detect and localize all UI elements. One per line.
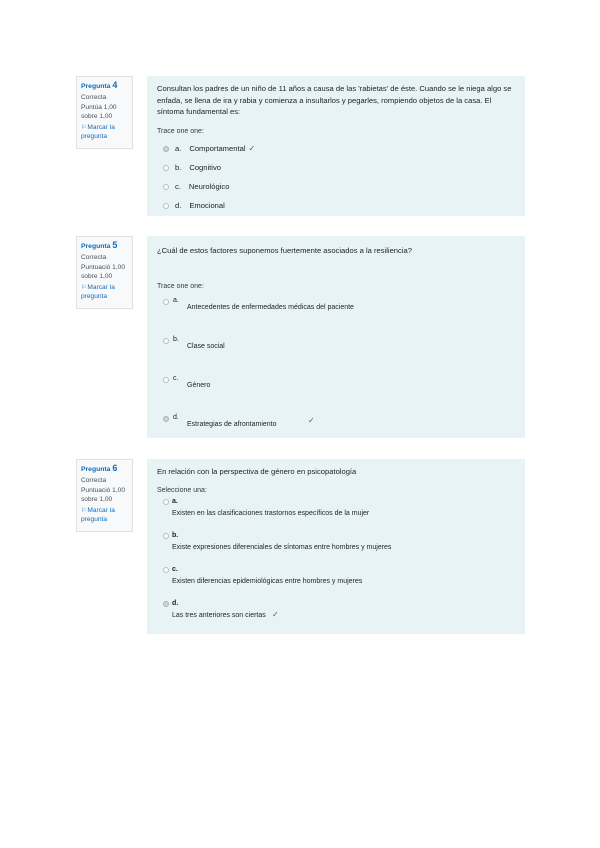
question-content-6: [147, 459, 525, 634]
radio-button[interactable]: [163, 416, 169, 422]
flag-icon: ⚐: [81, 125, 87, 132]
radio-button[interactable]: [163, 165, 169, 171]
question-state: Correcta: [81, 253, 107, 261]
flag-icon: ⚐: [81, 285, 87, 292]
answer-option-c[interactable]: c. Género: [157, 372, 515, 411]
answer-prompt: Trace one one:: [157, 282, 204, 290]
radio-button[interactable]: [163, 567, 169, 573]
flag-question-link[interactable]: ⚐Marcar la pregunta: [81, 124, 115, 140]
question-info-4: [76, 76, 133, 149]
answer-option-a[interactable]: a. Antecedentes de enfermedades médicas del paciente: [157, 294, 515, 333]
radio-button[interactable]: [163, 533, 169, 539]
question-info-6: [76, 459, 133, 532]
question-text: Consultan los padres de un niño de 11 años a causa de las 'rabietas' de éste. Cuando se le niega algo se enfada, se llena de ira y rabia y comienza a insultarlos y pegarles, rompiendo objetos de la casa. El síntoma fundamental es:: [157, 84, 512, 116]
radio-button[interactable]: [163, 299, 169, 305]
question-content-5: [147, 236, 525, 438]
answer-options: [157, 496, 515, 632]
answer-options: [157, 139, 515, 215]
answer-option-c[interactable]: c. Existen diferencias epidemiológicas entre hombres y mujeres: [157, 564, 515, 598]
radio-button[interactable]: [163, 377, 169, 383]
answer-option-b[interactable]: b. Clase social: [157, 333, 515, 372]
answer-option-a[interactable]: a. Comportamental ✓: [157, 139, 515, 158]
answer-option-d[interactable]: d. Estrategias de afrontamiento ✓: [157, 411, 515, 450]
question-state: Correcta: [81, 93, 107, 101]
flag-question-link[interactable]: ⚐Marcar la pregunta: [81, 507, 115, 523]
check-icon: ✓: [308, 416, 315, 425]
question-info-5: [76, 236, 133, 309]
check-icon: ✓: [272, 610, 279, 619]
answer-option-b[interactable]: b. Existe expresiones diferenciales de síntomas entre hombres y mujeres: [157, 530, 515, 564]
answer-option-d[interactable]: d. Emocional: [157, 196, 515, 215]
answer-options: [157, 294, 515, 450]
radio-button[interactable]: [163, 184, 169, 190]
question-grade: Puntuació 1,00 sobre 1,00: [81, 487, 125, 503]
flag-question-link[interactable]: ⚐Marcar la pregunta: [81, 284, 115, 300]
question-text: En relación con la perspectiva de género en psicopatología: [157, 467, 357, 476]
question-state: Correcta: [81, 476, 107, 484]
radio-button[interactable]: [163, 338, 169, 344]
flag-icon: ⚐: [81, 508, 87, 515]
answer-option-c[interactable]: c. Neurológico: [157, 177, 515, 196]
answer-prompt: Seleccione una:: [157, 486, 207, 494]
radio-button[interactable]: [163, 146, 169, 152]
radio-button[interactable]: [163, 499, 169, 505]
question-text: ¿Cuál de estos factores suponemos fuertemente asociados a la resiliencia?: [157, 246, 412, 255]
question-grade: Puntuació 1,00 sobre 1,00: [81, 264, 125, 280]
question-content-4: [147, 76, 525, 216]
answer-option-d[interactable]: d. Las tres anteriores son ciertas ✓: [157, 598, 515, 632]
answer-option-a[interactable]: a. Existen en las clasificaciones trastornos específicos de la mujer: [157, 496, 515, 530]
question-grade: Puntúa 1,00 sobre 1,00: [81, 104, 117, 120]
check-icon: ✓: [248, 143, 256, 153]
question-number: Pregunta 6: [81, 463, 118, 473]
radio-button[interactable]: [163, 601, 169, 607]
question-number: Pregunta 5: [81, 240, 118, 250]
radio-button[interactable]: [163, 203, 169, 209]
question-number: Pregunta 4: [81, 80, 118, 90]
answer-prompt: Trace one one:: [157, 127, 204, 135]
answer-option-b[interactable]: b. Cognitivo: [157, 158, 515, 177]
